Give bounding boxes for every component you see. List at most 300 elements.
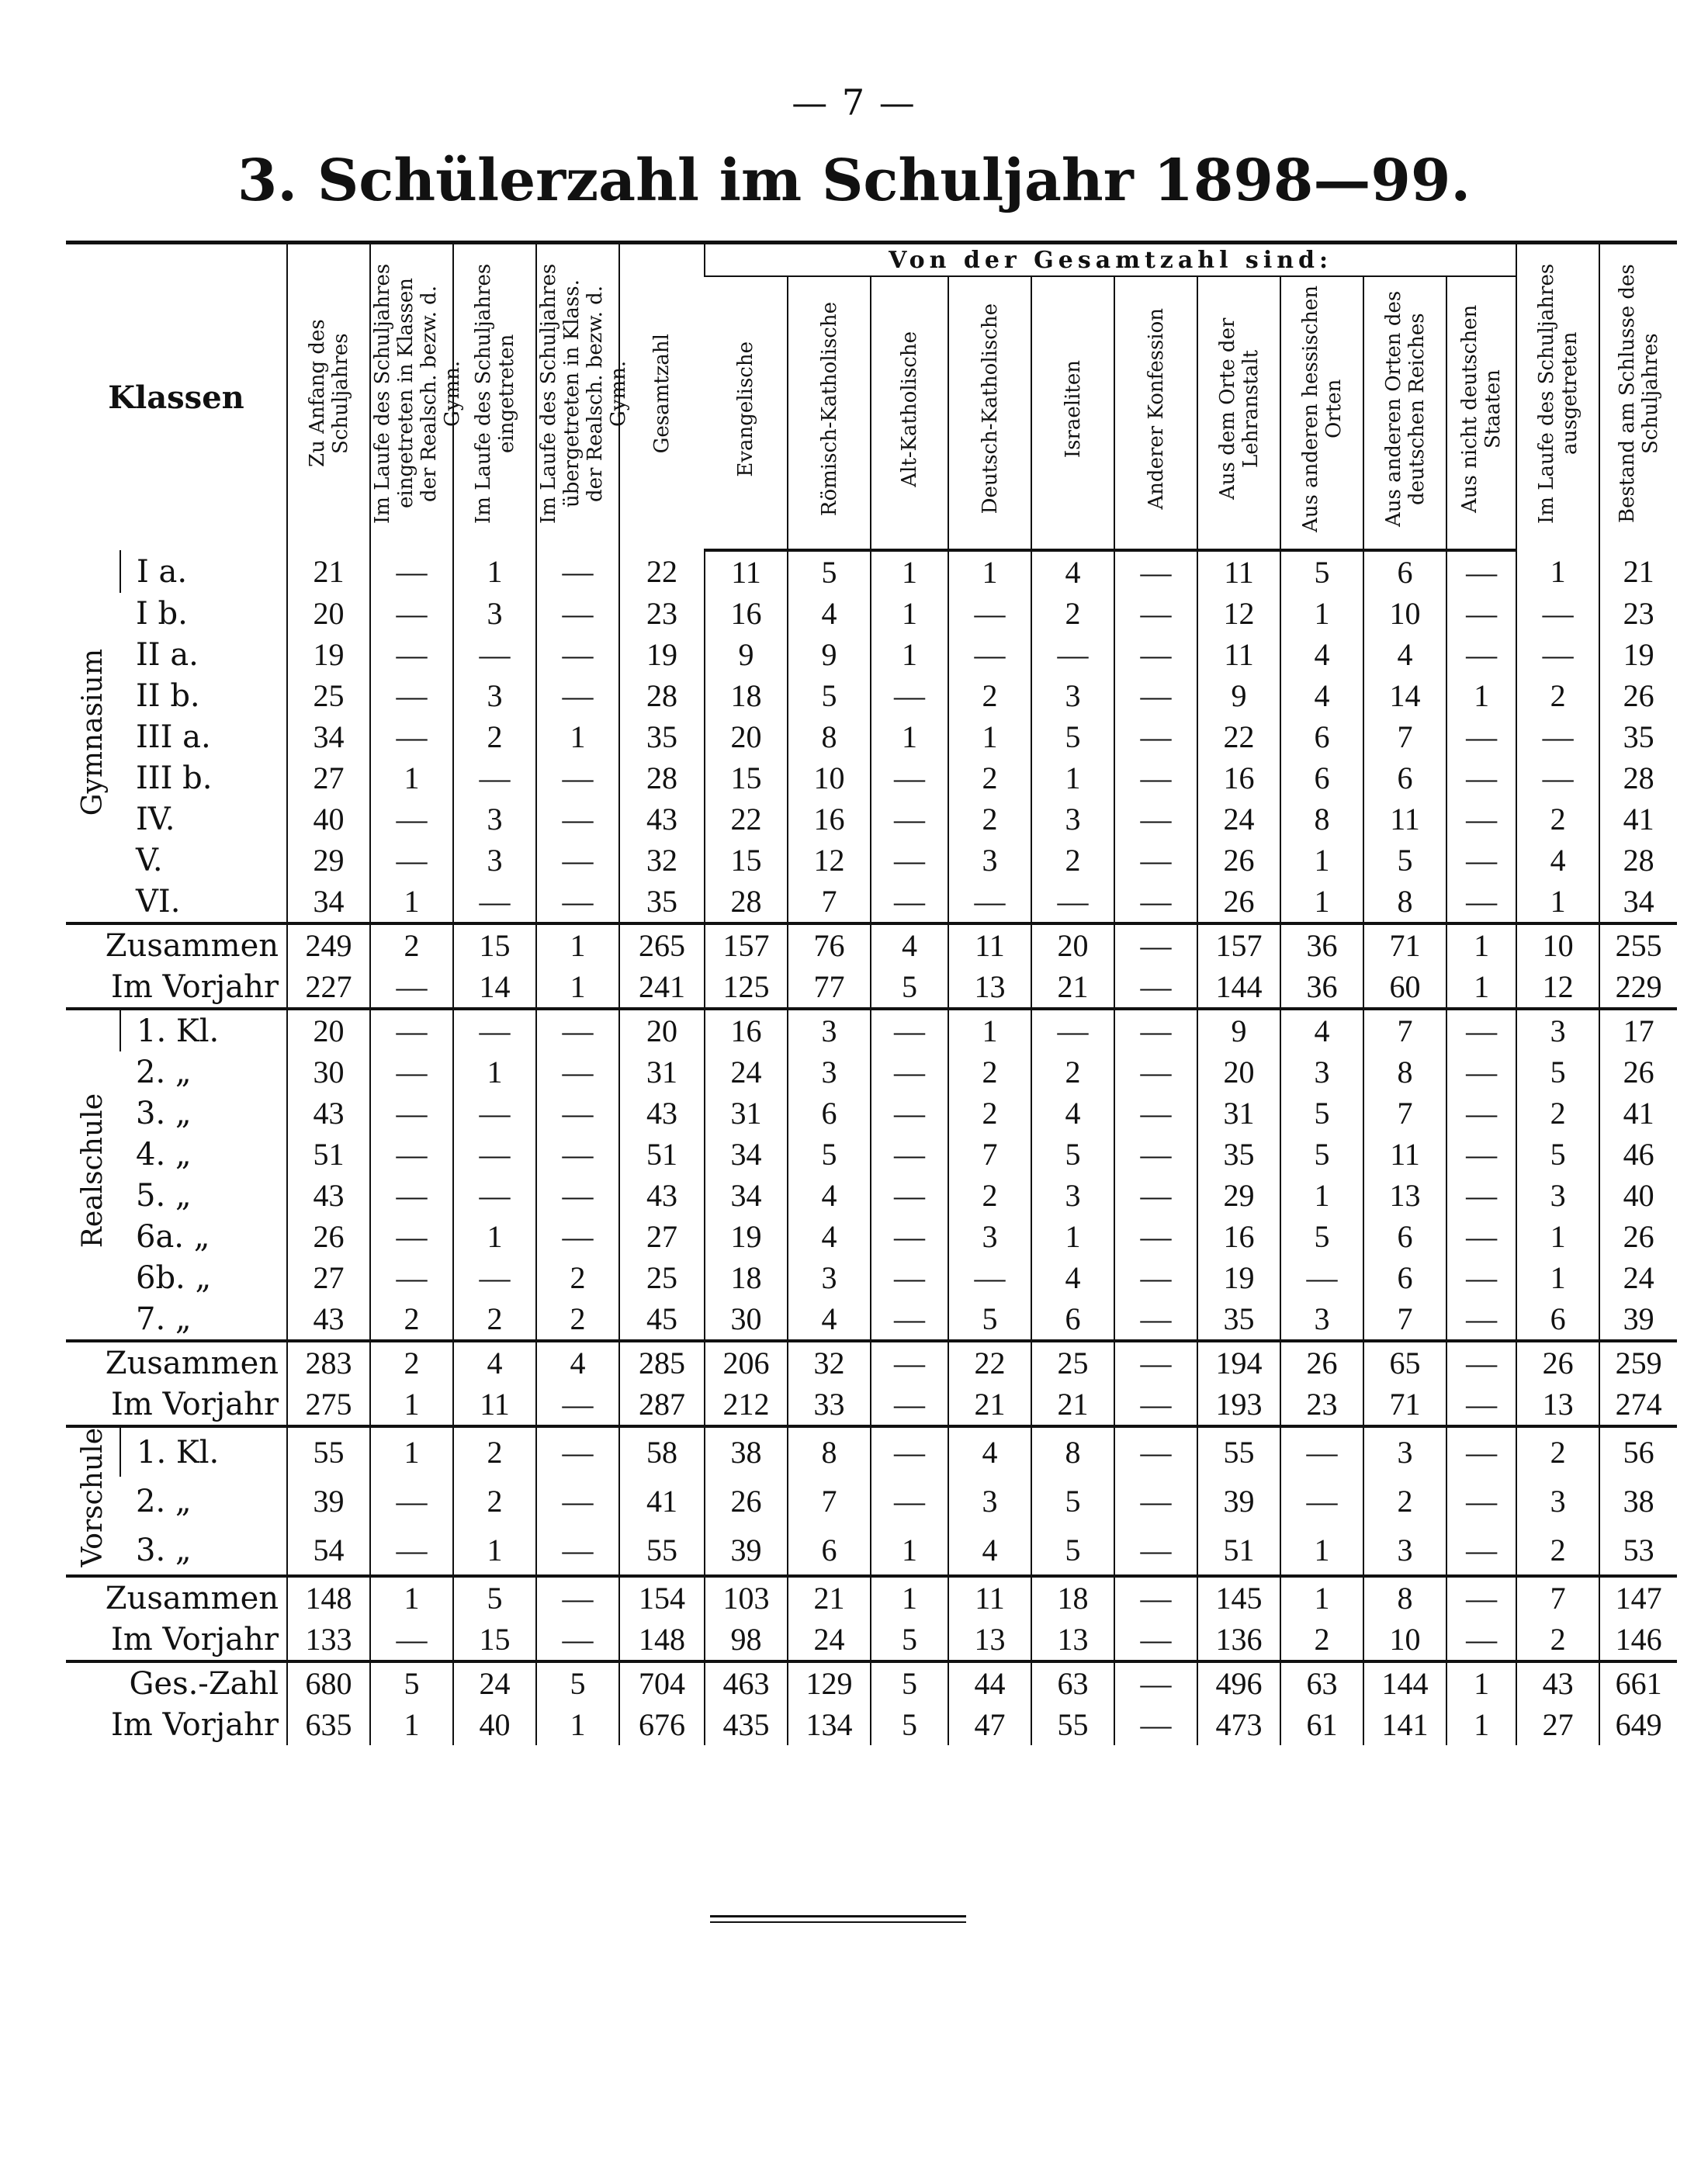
table-cell: 11 <box>1197 634 1280 675</box>
table-cell: — <box>1446 716 1516 757</box>
table-cell: — <box>536 757 619 798</box>
table-cell: 28 <box>1599 757 1677 798</box>
table-cell: — <box>1114 1384 1197 1426</box>
table-cell: 2 <box>948 1175 1031 1216</box>
table-cell: — <box>1114 1093 1197 1134</box>
table-cell: — <box>1114 1619 1197 1661</box>
table-cell: 2 <box>1516 1093 1599 1134</box>
class-label: 5. „ <box>136 1177 192 1214</box>
table-cell: 19 <box>1197 1257 1280 1298</box>
table-cell: 13 <box>948 966 1031 1009</box>
table-cell: 3 <box>453 593 536 634</box>
table-cell: 76 <box>788 923 871 966</box>
table-cell: 275 <box>287 1384 370 1426</box>
table-cell: — <box>1114 1134 1197 1175</box>
table-cell: — <box>536 1384 619 1426</box>
summary-row <box>66 1576 1677 1619</box>
table-cell: — <box>1446 1477 1516 1526</box>
col-header: Israeliten <box>1031 276 1114 550</box>
table-cell: — <box>1446 1134 1516 1175</box>
table-cell: — <box>871 1134 948 1175</box>
table-cell: 19 <box>619 634 705 675</box>
table-cell: 1 <box>948 1009 1031 1051</box>
table-cell: — <box>1114 923 1197 966</box>
table-cell: 1 <box>948 716 1031 757</box>
table-cell: 38 <box>1599 1477 1677 1526</box>
table-cell: — <box>536 1134 619 1175</box>
table-cell: 16 <box>788 798 871 840</box>
table-cell: 55 <box>1031 1704 1114 1745</box>
total-row <box>66 1704 1677 1745</box>
table-cell: 4 <box>871 923 948 966</box>
table-row <box>66 1257 1677 1298</box>
table-cell: 4 <box>1363 634 1446 675</box>
table-cell: 1 <box>1516 1216 1599 1257</box>
table-cell: 40 <box>453 1704 536 1745</box>
table-cell: 3 <box>1516 1009 1599 1051</box>
table-cell: 4 <box>788 1175 871 1216</box>
class-label: 6a. „ <box>136 1218 210 1255</box>
table-cell: 13 <box>948 1619 1031 1661</box>
table-cell: — <box>1114 1298 1197 1341</box>
table-cell: — <box>1114 1704 1197 1745</box>
table-cell: 28 <box>619 757 705 798</box>
page-number: — 7 — <box>792 81 916 123</box>
table-cell: 17 <box>1599 1009 1677 1051</box>
table-cell: 23 <box>1599 593 1677 634</box>
total-label: Ges.-Zahl <box>66 1661 287 1704</box>
table-cell: 496 <box>1197 1661 1280 1704</box>
table-cell: 12 <box>1197 593 1280 634</box>
table-cell: — <box>453 757 536 798</box>
table-row <box>66 1477 1677 1526</box>
table-cell: — <box>1446 1426 1516 1477</box>
table-cell: 676 <box>619 1704 705 1745</box>
table-cell: 1 <box>1280 881 1363 923</box>
table-cell: 6 <box>1280 757 1363 798</box>
table-cell: — <box>1446 1576 1516 1619</box>
table-cell: 103 <box>705 1576 788 1619</box>
section-label: Gymnasium <box>77 648 109 816</box>
table-cell: 24 <box>788 1619 871 1661</box>
table-cell: 7 <box>948 1134 1031 1175</box>
class-label: VI. <box>136 883 181 920</box>
col-header: Im Laufe des Schuljahres übergetreten in Klass. der Realsch. bezw. d. Gymn. <box>536 243 619 551</box>
table-cell: 5 <box>788 675 871 716</box>
table-cell: 20 <box>705 716 788 757</box>
table-cell: 5 <box>1031 716 1114 757</box>
table-cell: — <box>536 881 619 923</box>
table-cell: 1 <box>1280 1526 1363 1576</box>
table-cell: — <box>1114 1216 1197 1257</box>
table-cell: 7 <box>1363 1093 1446 1134</box>
table-cell: 3 <box>453 840 536 881</box>
table-cell: 7 <box>1363 716 1446 757</box>
table-cell: — <box>1516 716 1599 757</box>
table-cell: 5 <box>1031 1477 1114 1526</box>
table-cell: — <box>1280 1426 1363 1477</box>
table-cell: — <box>370 1093 453 1134</box>
table-cell: — <box>370 1134 453 1175</box>
table-cell: 1 <box>1280 1576 1363 1619</box>
table-row <box>66 757 1677 798</box>
table-cell: 19 <box>1599 634 1677 675</box>
summary-label: Im Vorjahr <box>111 968 279 1005</box>
table-cell: 6 <box>1363 1257 1446 1298</box>
table-cell: 129 <box>788 1661 871 1704</box>
table-cell: 27 <box>287 1257 370 1298</box>
table-cell: 4 <box>788 1298 871 1341</box>
table-cell: 146 <box>1599 1619 1677 1661</box>
table-cell: — <box>948 881 1031 923</box>
table-cell: 1 <box>871 593 948 634</box>
table-cell: — <box>1114 757 1197 798</box>
table-cell: 27 <box>287 757 370 798</box>
table-cell: 11 <box>705 550 788 593</box>
class-label: IV. <box>136 801 175 837</box>
table-cell: 3 <box>1031 1175 1114 1216</box>
table-cell: 157 <box>705 923 788 966</box>
table-cell: — <box>453 1093 536 1134</box>
table-cell: 18 <box>1031 1576 1114 1619</box>
table-cell: 39 <box>287 1477 370 1526</box>
table-cell: — <box>370 675 453 716</box>
table-cell: 4 <box>453 1341 536 1384</box>
table-cell: — <box>370 1526 453 1576</box>
table-cell: — <box>1280 1477 1363 1526</box>
table-cell: 30 <box>287 1051 370 1093</box>
table-cell: 16 <box>705 1009 788 1051</box>
table-cell: 8 <box>788 1426 871 1477</box>
table-cell: 14 <box>453 966 536 1009</box>
table-cell: 26 <box>1599 675 1677 716</box>
table-cell: — <box>871 757 948 798</box>
class-label: II b. <box>136 677 200 714</box>
table-cell: 229 <box>1599 966 1677 1009</box>
table-cell: — <box>1114 1175 1197 1216</box>
table-cell: 31 <box>1197 1093 1280 1134</box>
table-cell: — <box>536 1426 619 1477</box>
table-cell: 3 <box>1363 1426 1446 1477</box>
col-header: Bestand am Schlusse des Schuljahres <box>1599 243 1677 551</box>
table-cell: — <box>871 798 948 840</box>
table-row <box>66 593 1677 634</box>
table-cell: 133 <box>287 1619 370 1661</box>
table-cell: 34 <box>705 1175 788 1216</box>
table-cell: — <box>871 1175 948 1216</box>
table-cell: 28 <box>705 881 788 923</box>
table-cell: 2 <box>948 757 1031 798</box>
table-cell: — <box>370 798 453 840</box>
table-cell: — <box>536 1526 619 1576</box>
table-cell: 6 <box>1363 550 1446 593</box>
table-cell: 2 <box>453 1477 536 1526</box>
table-cell: 6 <box>1516 1298 1599 1341</box>
table-row <box>66 1134 1677 1175</box>
table-cell: 145 <box>1197 1576 1280 1619</box>
table-cell: 13 <box>1363 1175 1446 1216</box>
table-cell: 21 <box>1031 1384 1114 1426</box>
table-cell: 11 <box>948 1576 1031 1619</box>
table-cell: 20 <box>619 1009 705 1051</box>
table-cell: 4 <box>1031 1093 1114 1134</box>
closing-rule <box>710 1915 966 1917</box>
table-cell: — <box>948 593 1031 634</box>
table-cell: — <box>370 1175 453 1216</box>
table-cell: 10 <box>1516 923 1599 966</box>
table-cell: — <box>536 1009 619 1051</box>
table-cell: — <box>1446 1216 1516 1257</box>
table-cell: 5 <box>788 1134 871 1175</box>
table-cell: 35 <box>619 881 705 923</box>
table-cell: 26 <box>1516 1341 1599 1384</box>
table-cell: 44 <box>948 1661 1031 1704</box>
table-cell: 5 <box>871 1704 948 1745</box>
table-cell: 206 <box>705 1341 788 1384</box>
table-cell: — <box>1031 1009 1114 1051</box>
table-cell: 649 <box>1599 1704 1677 1745</box>
table-cell: 2 <box>453 716 536 757</box>
table-cell: 5 <box>1031 1526 1114 1576</box>
table-cell: — <box>871 1216 948 1257</box>
table-cell: — <box>370 1009 453 1051</box>
table-cell: 10 <box>1363 1619 1446 1661</box>
table-cell: 463 <box>705 1661 788 1704</box>
table-cell: 11 <box>453 1384 536 1426</box>
table-cell: 61 <box>1280 1704 1363 1745</box>
table-cell: 20 <box>1197 1051 1280 1093</box>
table-cell: — <box>1446 1051 1516 1093</box>
table-cell: 26 <box>1197 881 1280 923</box>
table-cell: 45 <box>619 1298 705 1341</box>
table-cell: — <box>536 634 619 675</box>
section-label: Realschule <box>66 1009 120 1341</box>
table-cell: 5 <box>871 1619 948 1661</box>
group-header: Von der Gesamtzahl sind: <box>705 243 1516 277</box>
table-cell: 41 <box>1599 798 1677 840</box>
table-cell: 157 <box>1197 923 1280 966</box>
table-cell: 24 <box>453 1661 536 1704</box>
table-cell: 1 <box>871 716 948 757</box>
table-cell: — <box>370 1051 453 1093</box>
col-header: Gesamtzahl <box>619 243 705 551</box>
table-cell: — <box>1446 1009 1516 1051</box>
table-cell: — <box>370 840 453 881</box>
table-cell: 8 <box>788 716 871 757</box>
table-cell: 4 <box>1031 1257 1114 1298</box>
table-cell: 13 <box>1516 1384 1599 1426</box>
table-cell: 24 <box>1197 798 1280 840</box>
table-cell: 3 <box>453 675 536 716</box>
table-cell: 7 <box>1363 1298 1446 1341</box>
table-cell: 35 <box>619 716 705 757</box>
table-cell: 3 <box>1280 1298 1363 1341</box>
table-cell: 2 <box>1516 675 1599 716</box>
table-cell: 8 <box>1363 881 1446 923</box>
table-cell: 5 <box>871 1661 948 1704</box>
table-cell: 15 <box>705 757 788 798</box>
table-cell: — <box>536 550 619 593</box>
table-cell: 19 <box>705 1216 788 1257</box>
table-cell: 16 <box>1197 757 1280 798</box>
table-cell: 60 <box>1363 966 1446 1009</box>
table-cell: 1 <box>536 966 619 1009</box>
table-cell: 1 <box>370 1704 453 1745</box>
table-cell: 635 <box>287 1704 370 1745</box>
table-cell: 435 <box>705 1704 788 1745</box>
table-cell: 125 <box>705 966 788 1009</box>
table-cell: 259 <box>1599 1341 1677 1384</box>
table-cell: — <box>1516 593 1599 634</box>
table-cell: 63 <box>1031 1661 1114 1704</box>
table-cell: 5 <box>1031 1134 1114 1175</box>
table-cell: — <box>1114 716 1197 757</box>
table-row <box>66 1175 1677 1216</box>
summary-label: Zusammen <box>66 1341 287 1384</box>
table-cell: 34 <box>287 881 370 923</box>
table-cell: 3 <box>1516 1477 1599 1526</box>
table-cell: 3 <box>788 1257 871 1298</box>
table-row <box>66 1216 1677 1257</box>
table-cell: — <box>871 1051 948 1093</box>
table-cell: — <box>1114 675 1197 716</box>
table-cell: 8 <box>1031 1426 1114 1477</box>
table-row <box>66 1009 1677 1051</box>
table-cell: — <box>536 1051 619 1093</box>
table-row <box>66 675 1677 716</box>
klassen-header: Klassen <box>66 243 287 551</box>
table-cell: 32 <box>788 1341 871 1384</box>
table-cell: — <box>1446 1526 1516 1576</box>
table-cell: 26 <box>1197 840 1280 881</box>
table-cell: 43 <box>619 1093 705 1134</box>
table-cell: 7 <box>788 1477 871 1526</box>
table-cell: — <box>370 593 453 634</box>
table-cell: 255 <box>1599 923 1677 966</box>
table-cell: 39 <box>705 1526 788 1576</box>
table-cell: 1 <box>370 1576 453 1619</box>
table-cell: — <box>1114 1341 1197 1384</box>
table-cell: 136 <box>1197 1619 1280 1661</box>
table-row <box>66 716 1677 757</box>
table-cell: — <box>536 1093 619 1134</box>
table-cell: 2 <box>1516 1526 1599 1576</box>
table-cell: — <box>370 1216 453 1257</box>
table-cell: 241 <box>619 966 705 1009</box>
table-cell: 34 <box>287 716 370 757</box>
table-row <box>66 840 1677 881</box>
table-cell: 1 <box>370 757 453 798</box>
table-cell: — <box>1446 1341 1516 1384</box>
table-cell: 5 <box>1516 1051 1599 1093</box>
class-label: III b. <box>136 760 213 796</box>
table-cell: 148 <box>619 1619 705 1661</box>
total-row <box>66 1661 1677 1704</box>
col-header: Aus nicht deutschen Staaten <box>1446 276 1516 550</box>
table-cell: 661 <box>1599 1661 1677 1704</box>
table-cell: — <box>1114 840 1197 881</box>
table-cell: 2 <box>1363 1477 1446 1526</box>
table-cell: 56 <box>1599 1426 1677 1477</box>
summary-row <box>66 923 1677 966</box>
table-cell: 28 <box>1599 840 1677 881</box>
table-cell: 5 <box>1280 550 1363 593</box>
table-cell: 6 <box>1363 757 1446 798</box>
table-cell: 5 <box>1280 1093 1363 1134</box>
table-cell: 41 <box>619 1477 705 1526</box>
table-cell: 71 <box>1363 923 1446 966</box>
table-cell: 5 <box>871 966 948 1009</box>
table-cell: — <box>1114 550 1197 593</box>
table-cell: — <box>1114 634 1197 675</box>
col-header: Im Laufe des Schuljahres eingetreten in Klassen der Realsch. bezw. d. Gymn. <box>370 243 453 551</box>
table-cell: 29 <box>287 840 370 881</box>
table-cell: — <box>453 1009 536 1051</box>
table-cell: 193 <box>1197 1384 1280 1426</box>
table-cell: 39 <box>1599 1298 1677 1341</box>
table-cell: — <box>1114 593 1197 634</box>
table-cell: — <box>370 1477 453 1526</box>
table-cell: 2 <box>536 1298 619 1341</box>
table-row <box>66 1526 1677 1576</box>
table-cell: 31 <box>619 1051 705 1093</box>
section-label: Vorschule <box>66 1426 120 1576</box>
table-cell: — <box>871 1477 948 1526</box>
table-cell: 9 <box>1197 675 1280 716</box>
class-label: 3. „ <box>136 1532 192 1568</box>
class-label: 4. „ <box>136 1136 192 1173</box>
col-header: Anderer Konfession <box>1114 276 1197 550</box>
table-cell: 21 <box>1599 550 1677 593</box>
table-cell: 144 <box>1363 1661 1446 1704</box>
table-cell: 4 <box>1280 675 1363 716</box>
table-cell: 5 <box>1516 1134 1599 1175</box>
table-cell: 3 <box>1516 1175 1599 1216</box>
table-cell: 43 <box>287 1298 370 1341</box>
table-cell: 20 <box>287 593 370 634</box>
table-cell: 5 <box>536 1661 619 1704</box>
table-row <box>66 1426 1677 1477</box>
table-cell: 10 <box>1363 593 1446 634</box>
table-cell: 680 <box>287 1661 370 1704</box>
table-cell: — <box>1446 757 1516 798</box>
table-cell: 25 <box>619 1257 705 1298</box>
table-cell: 1 <box>1446 923 1516 966</box>
table-cell: — <box>1114 1426 1197 1477</box>
table-cell: 1 <box>1516 1257 1599 1298</box>
table-cell: 26 <box>287 1216 370 1257</box>
table-cell: 3 <box>948 1216 1031 1257</box>
col-header: Zu Anfang des Schuljahres <box>287 243 370 551</box>
table-cell: 43 <box>619 798 705 840</box>
table-cell: 15 <box>705 840 788 881</box>
table-cell: — <box>1516 634 1599 675</box>
table-cell: 8 <box>1280 798 1363 840</box>
table-cell: 1 <box>453 1526 536 1576</box>
table-cell: 4 <box>1031 550 1114 593</box>
class-label: 2. „ <box>136 1054 192 1090</box>
table-cell: 34 <box>1599 881 1677 923</box>
class-label: 1. Kl. <box>120 1426 287 1477</box>
table-cell: — <box>871 1384 948 1426</box>
table-cell: 8 <box>1363 1576 1446 1619</box>
table-cell: 8 <box>1363 1051 1446 1093</box>
table-row <box>66 881 1677 923</box>
table-cell: 10 <box>788 757 871 798</box>
table-cell: 1 <box>1516 550 1599 593</box>
table-row <box>66 1298 1677 1341</box>
table-cell: 4 <box>948 1426 1031 1477</box>
